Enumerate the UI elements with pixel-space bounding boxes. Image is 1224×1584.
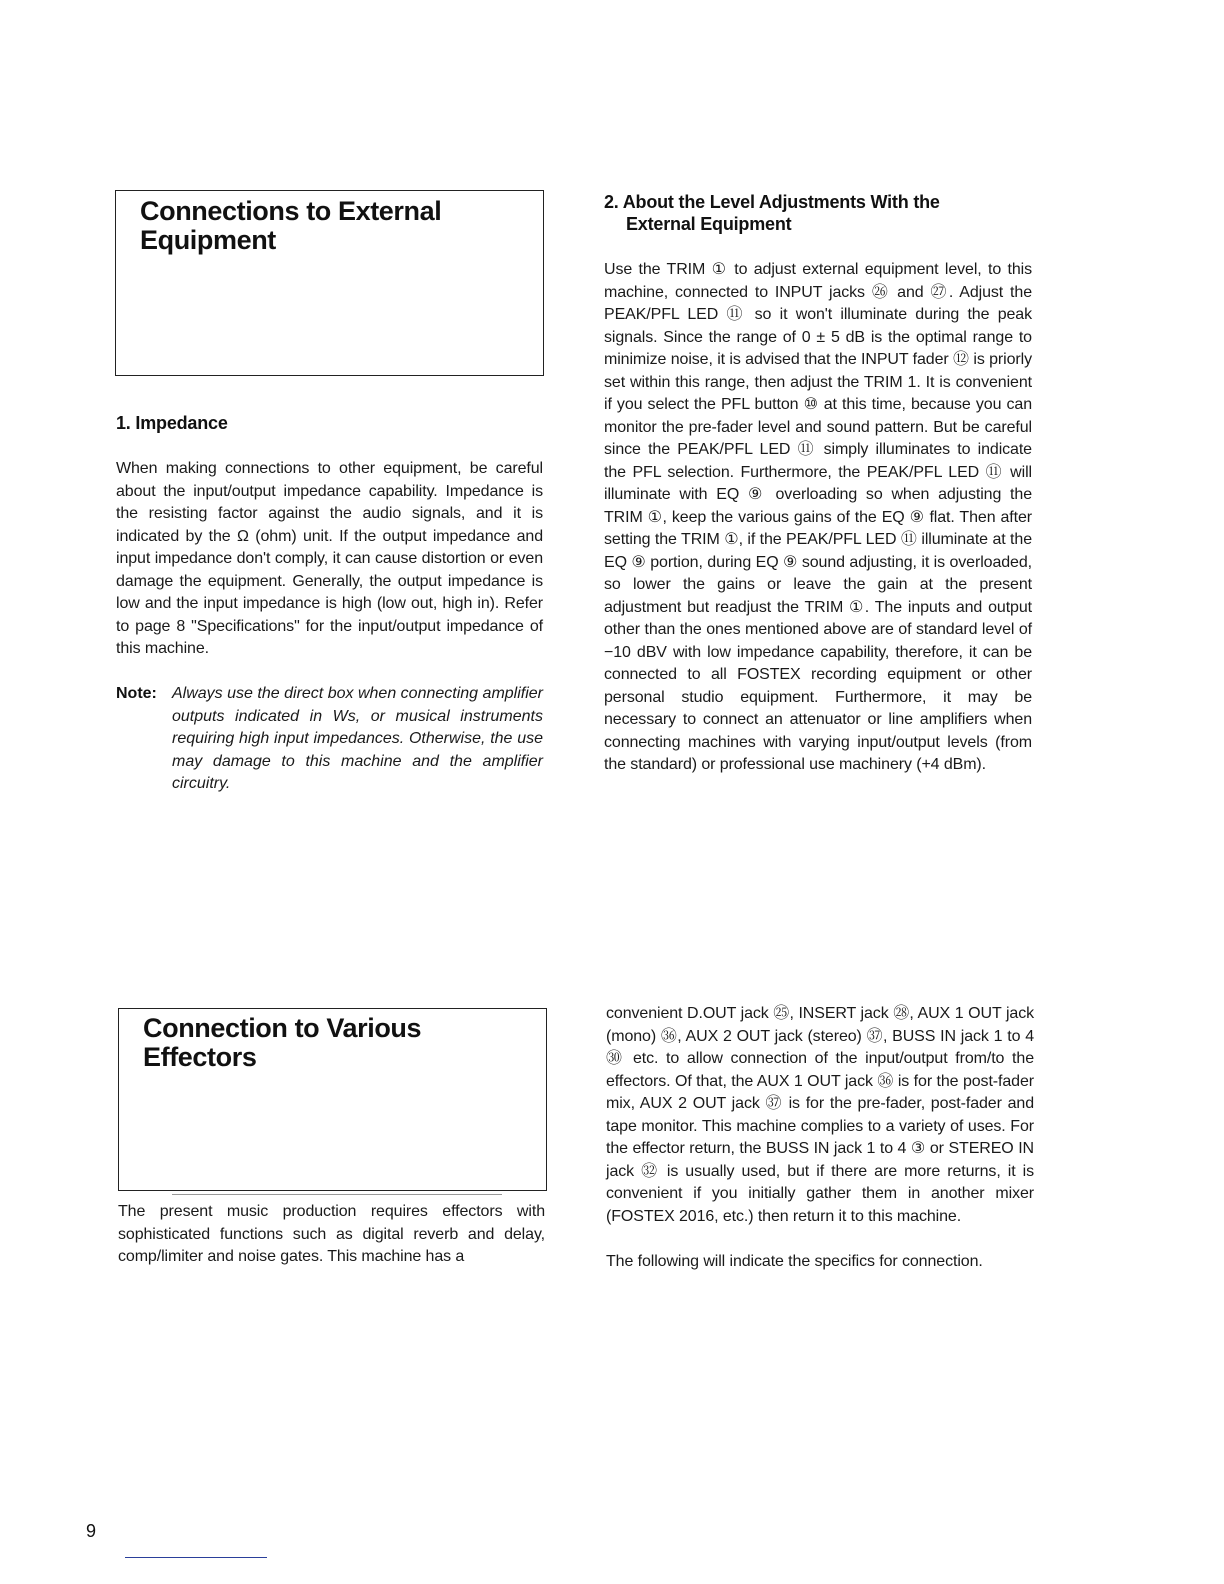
section-title-external xyxy=(140,197,441,255)
note-label: Note: xyxy=(116,685,157,702)
section-title-box-effectors xyxy=(118,1008,547,1191)
section-title-box-external xyxy=(115,190,544,376)
effectors-intro: The present music production requires effectors with sophisticated functions such as digital reverb and delay, comp/limiter and noise gates. This machine has a xyxy=(118,1203,545,1265)
impedance-heading: 1. Impedance xyxy=(116,413,228,433)
section-title-external-line2: Equipment xyxy=(140,225,276,255)
page-number: 9 xyxy=(86,1521,97,1541)
section-title-effectors-line1: Connection to Various xyxy=(143,1013,422,1043)
section-title-external-line1: Connections to External xyxy=(140,196,442,226)
level-heading-line2: External Equipment xyxy=(626,214,792,234)
section-title-effectors-line2: Effectors xyxy=(143,1042,257,1072)
note-body: Always use the direct box when connecting amplifier outputs indicated in Ws, or musical instruments requiring high input impedances. Otherwise, the use may damage to this machine and the amplifier circuitry. xyxy=(172,685,543,792)
impedance-body: When making connections to other equipment, be careful about the input/output impedance capability. Impedance is the resisting factor against the audio signals, and it is indicated by the Ω (ohm) unit. If the output impedance and input impedance don't comply, it can cause distortion or even damage the equipment. Generally, the output impedance is low and the input impedance is high (low out, high in). Refer to page 8 "Specifications" for the input/output impedance of this machine. xyxy=(116,460,543,657)
effectors-continued: convenient D.OUT jack ㉕, INSERT jack ㉘, AUX 1 OUT jack (mono) ㊱, AUX 2 OUT jack (stereo) ㊲, BUSS IN jack 1 to 4 ㉚ etc. to allow connection of the input/output from/to the effectors. Of that, the AUX 1 OUT jack ㊱ is for the post-fader mix, AUX 2 OUT jack ㊲ is for the pre-fader, post-fader and tape monitor. This machine complies to a variety of uses. For the effector return, the BUSS IN jack 1 to 4 ③ or STEREO IN jack ㉜ is usually used, but if there are more returns, it is convenient if you initially gather them in another mixer (FOSTEX 2016, etc.) then return it to this machine. xyxy=(606,1005,1034,1225)
level-heading xyxy=(604,191,940,235)
footer-rule xyxy=(125,1557,267,1558)
level-body: Use the TRIM ① to adjust external equipment level, to this machine, connected to INPUT jacks ㉖ and ㉗. Adjust the PEAK/PFL LED ⑪ so it won't illuminate during the peak signals. Since the range of 0 ± 5 dB is the optimal range to minimize noise, it is advised that the INPUT fader ⑫ is priorly set within this range, then adjust the TRIM 1. It is convenient if you select the PFL button ⑩ at this time, because you can monitor the pre-fader level and sound pattern. But be careful since the PEAK/PFL LED ⑪ simply illuminates to indicate the PFL selection. Furthermore, the PEAK/PFL LED ⑪ will illuminate with EQ ⑨ overloading so when adjusting the TRIM ①, keep the various gains of the EQ ⑨ flat. Then after setting the TRIM ①, if the PEAK/PFL LED ⑪ illuminate at the EQ ⑨ portion, during EQ ⑨ sound adjusting, it is overloaded, so lower the gains or leave the gain at the present adjustment but readjust the TRIM ①. The inputs and output other than the ones mentioned above are of standard level of −10 dBV with low impedance capability, therefore, it can be connected to all FOSTEX recording equipment or other personal studio equipment. Furthermore, it may be necessary to connect an attenuator or line amplifiers when connecting machines with varying input/output levels (from the standard) or professional use machinery (+4 dBm). xyxy=(604,261,1032,773)
box-shadow-line xyxy=(172,1194,502,1195)
section-title-effectors xyxy=(143,1014,421,1072)
level-heading-line1: 2. About the Level Adjustments With the xyxy=(604,192,940,212)
effectors-closing: The following will indicate the specifics for connection. xyxy=(606,1253,983,1270)
